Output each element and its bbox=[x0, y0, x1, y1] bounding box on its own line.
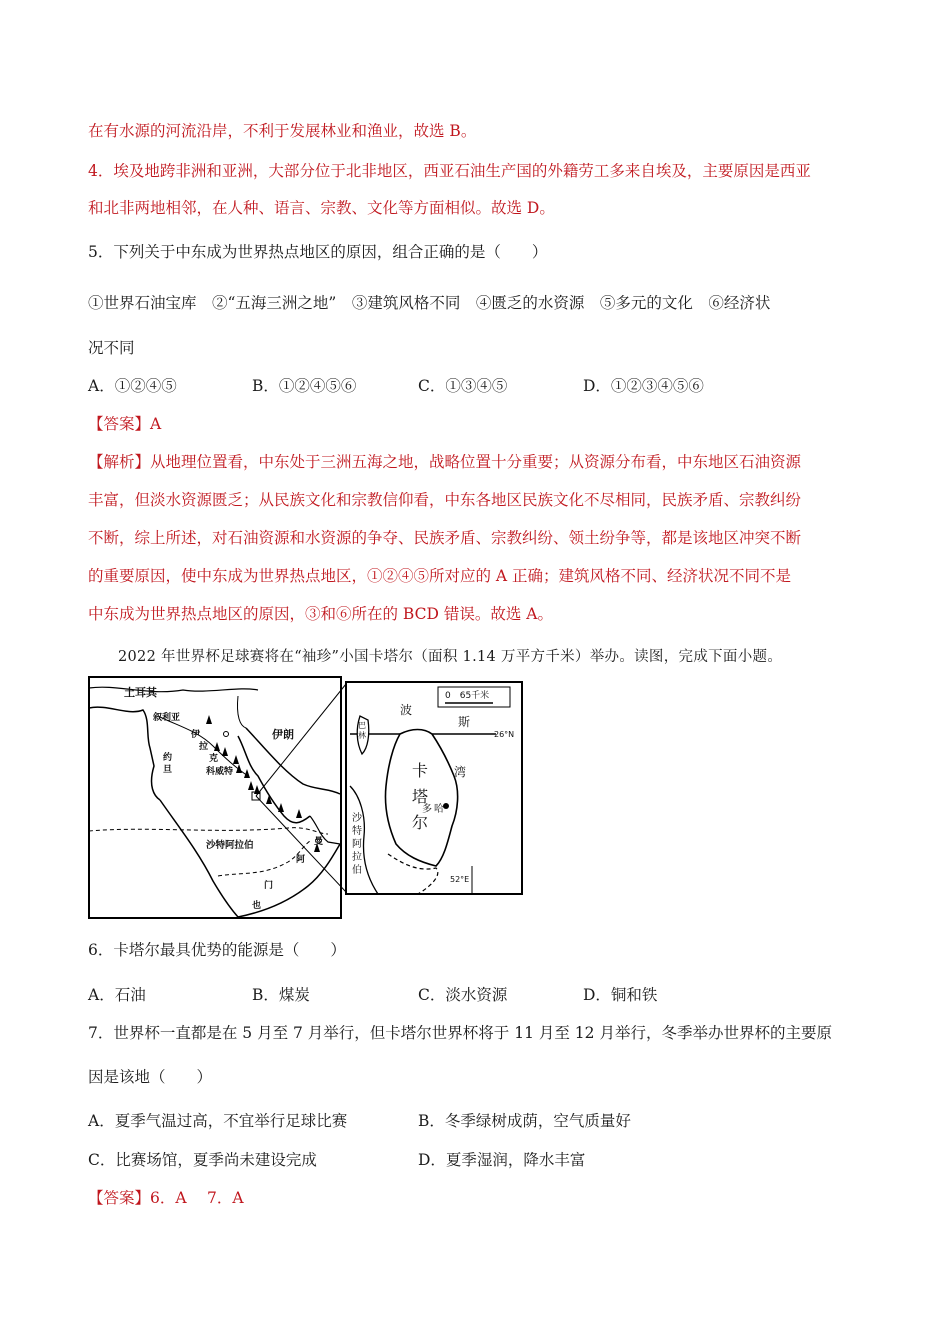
label-yemen-3: 也 bbox=[252, 901, 262, 911]
q5-analysis-line-2: 丰富，但淡水资源匮乏；从民族文化和宗教信仰看，中东各地区民族文化不尽相同，民族矛盾、宗教纠纷 bbox=[88, 491, 802, 509]
q7-option-b: B．冬季绿树成荫，空气质量好 bbox=[418, 1112, 631, 1130]
label-yemen-1: 阿 bbox=[296, 855, 306, 865]
q7-option-c: C．比赛场馆，夏季尚未建设完成 bbox=[88, 1151, 317, 1169]
q5-analysis-line-1: 【解析】从地理位置看，中东处于三洲五海之地，战略位置十分重要；从资源分布看，中东地区石油资源 bbox=[88, 453, 802, 471]
q6-option-d: D．铜和铁 bbox=[583, 986, 658, 1004]
q5-analysis-line-4: 的重要原因，使中东成为世界热点地区，①②④⑤所对应的 A 正确；建筑风格不同、经济状况不同不是 bbox=[88, 567, 792, 585]
q4-explanation-line-2: 和北非两地相邻，在人种、语言、宗教、文化等方面相似。故选 D。 bbox=[88, 199, 555, 217]
q7-stem-line-2: 因是该地（ ） bbox=[88, 1068, 213, 1086]
label-gulf-2: 斯 bbox=[458, 715, 471, 729]
label-bahrain-1: 巴 bbox=[358, 721, 366, 730]
label-iraq-1: 伊 bbox=[191, 730, 201, 740]
q5-answer: 【答案】A bbox=[88, 415, 162, 433]
q3-explanation-tail: 在有水源的河流沿岸，不利于发展林业和渔业，故选 B。 bbox=[88, 122, 477, 140]
label-oman: 曼 bbox=[314, 837, 324, 847]
label-yemen-2: 门 bbox=[264, 881, 274, 891]
q5-option-d: D．①②③④⑤⑥ bbox=[583, 377, 704, 395]
q6-option-a: A．石油 bbox=[88, 986, 146, 1004]
longitude-label: 52°E bbox=[450, 875, 470, 884]
q6-stem: 6．卡塔尔最具优势的能源是（ ） bbox=[88, 941, 346, 959]
label-jordan-1: 约 bbox=[163, 753, 173, 763]
label-saudi-inset-1: 沙 bbox=[352, 813, 362, 824]
q5-items-line-2: 况不同 bbox=[88, 339, 135, 357]
q7-option-a: A．夏季气温过高，不宜举行足球比赛 bbox=[88, 1112, 348, 1130]
q6-option-b: B．煤炭 bbox=[252, 986, 310, 1004]
left-map-frame bbox=[89, 677, 341, 918]
q5-option-b: B．①②④⑤⑥ bbox=[252, 377, 357, 395]
q7-option-d: D．夏季湿润，降水丰富 bbox=[418, 1151, 586, 1169]
label-turkey: 土耳其 bbox=[124, 686, 157, 699]
latitude-label: 26°N bbox=[494, 730, 515, 739]
scale-label: 0 65千米 bbox=[445, 691, 490, 701]
label-saudi-inset-2: 特 bbox=[352, 826, 362, 837]
q5-analysis-line-3: 不断，综上所述，对石油资源和水资源的争夺、民族矛盾、宗教纠纷、领土纷争等，都是该地区冲突不断 bbox=[88, 529, 802, 547]
label-saudi: 沙特阿拉伯 bbox=[206, 840, 254, 851]
q5-option-c: C．①③④⑤ bbox=[418, 377, 508, 395]
label-gulf-1: 波 bbox=[400, 703, 413, 717]
label-qatar-2: 塔 bbox=[412, 787, 429, 806]
label-jordan-2: 旦 bbox=[163, 765, 173, 775]
label-qatar-1: 卡 bbox=[412, 761, 429, 780]
label-saudi-inset-4: 拉 bbox=[352, 852, 362, 863]
label-gulf-3: 湾 bbox=[454, 765, 467, 779]
q7-stem-line-1: 7．世界杯一直都是在 5 月至 7 月举行，但卡塔尔世界杯将于 11 月至 12 月举行，冬季举办世界杯的主要原 bbox=[88, 1024, 832, 1042]
q4-explanation-line-1: 4．埃及地跨非洲和亚洲，大部分位于北非地区，西亚石油生产国的外籍劳工多来自埃及，主要原因是西亚 bbox=[88, 162, 811, 180]
q5-option-a: A．①②④⑤ bbox=[88, 377, 177, 395]
label-iraq-3: 克 bbox=[209, 754, 219, 764]
label-kuwait: 科威特 bbox=[206, 767, 234, 777]
label-syria: 叙利亚 bbox=[153, 713, 181, 723]
reading-intro: 2022 年世界杯足球赛将在“袖珍”小国卡塔尔（面积 1.14 万平方千米）举办。读图，完成下面小题。 bbox=[118, 649, 783, 665]
q5-items-line-1: ①世界石油宝库 ②“五海三洲之地” ③建筑风格不同 ④匮乏的水资源 ⑤多元的文化 ⑥经济状 bbox=[88, 294, 771, 312]
label-qatar-3: 尔 bbox=[412, 813, 429, 832]
q6-option-c: C．淡水资源 bbox=[418, 986, 508, 1004]
middle-east-qatar-map bbox=[88, 676, 525, 920]
label-saudi-inset-3: 阿 bbox=[352, 839, 362, 850]
label-bahrain-2: 林 bbox=[358, 731, 366, 740]
label-saudi-inset-5: 伯 bbox=[352, 865, 362, 876]
label-doha-1: 多 bbox=[422, 804, 432, 815]
q5-analysis-line-5: 中东成为世界热点地区的原因，③和⑥所在的 BCD 错误。故选 A。 bbox=[88, 605, 553, 623]
label-doha-2: 哈 bbox=[434, 804, 444, 815]
label-iraq-2: 拉 bbox=[199, 742, 209, 752]
label-iran: 伊朗 bbox=[272, 728, 294, 741]
q5-stem: 5．下列关于中东成为世界热点地区的原因，组合正确的是（ ） bbox=[88, 243, 548, 261]
q6-q7-answer: 【答案】6．A 7．A bbox=[88, 1189, 244, 1207]
